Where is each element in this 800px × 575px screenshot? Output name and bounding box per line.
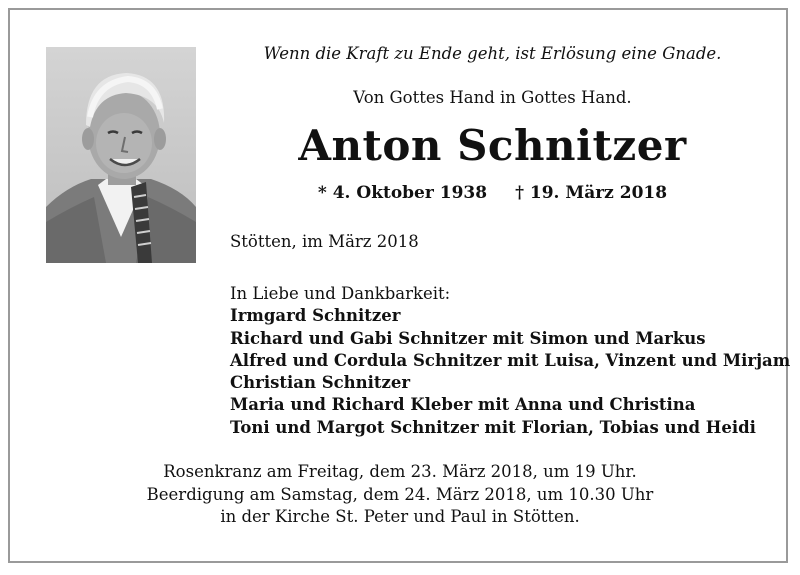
life-dates [230, 183, 755, 203]
mourners-intro: In Liebe und Dankbarkeit: [230, 284, 451, 303]
motto-quote: Wenn die Kraft zu Ende geht, ist Erlösung eine Gnade. [263, 44, 722, 63]
place-and-date: Stötten, im März 2018 [230, 232, 419, 251]
portrait-image [46, 47, 196, 263]
birth-date: * 4. Oktober 1938 [317, 183, 488, 203]
faith-line: Von Gottes Hand in Gottes Hand. [353, 88, 632, 107]
mourner-line: Alfred und Cordula Schnitzer mit Luisa, Vinzent und Mirjam [230, 350, 791, 370]
deceased-name: Anton Schnitzer [298, 121, 687, 170]
church-line: in der Kirche St. Peter und Paul in Stötten. [220, 507, 580, 526]
rosary-line: Rosenkranz am Freitag, dem 23. März 2018, um 19 Uhr. [163, 462, 637, 481]
portrait-photo [46, 47, 196, 263]
death-date: † 19. März 2018 [515, 183, 668, 203]
ceremony-details [0, 461, 800, 529]
mourner-line: Richard und Gabi Schnitzer mit Simon und Markus [230, 328, 706, 348]
mourner-line: Toni und Margot Schnitzer mit Florian, Tobias und Heidi [230, 417, 756, 437]
mourner-line: Maria und Richard Kleber mit Anna und Christina [230, 395, 696, 415]
mourners-list [230, 283, 790, 439]
funeral-line: Beerdigung am Samstag, dem 24. März 2018, um 10.30 Uhr [146, 484, 654, 504]
mourner-line: Christian Schnitzer [230, 373, 411, 393]
mourner-line: Irmgard Schnitzer [230, 306, 401, 326]
